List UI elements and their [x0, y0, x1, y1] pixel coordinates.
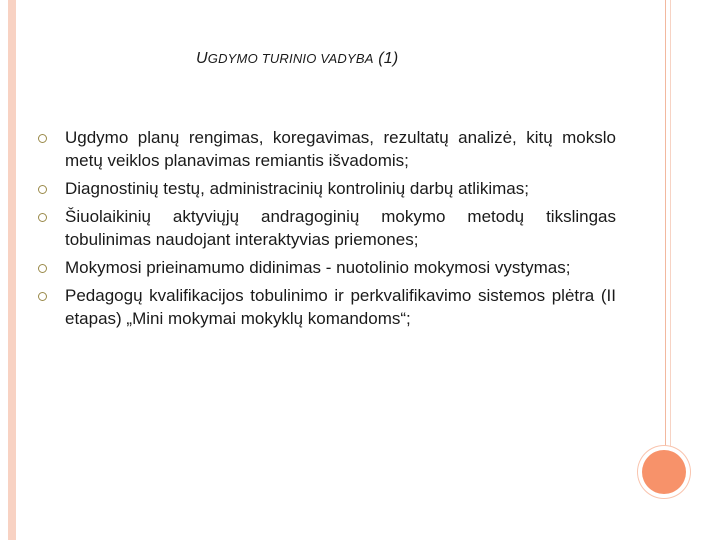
hollow-circle-bullet-icon: [38, 185, 47, 194]
list-item: [38, 126, 616, 172]
title-suffix: (1): [378, 50, 399, 67]
right-border-line: [665, 0, 666, 450]
slide-title: [196, 50, 398, 68]
title-first-letter: U: [196, 50, 208, 67]
title-rest: GDYMO TURINIO VADYBA: [207, 51, 374, 66]
hollow-circle-bullet-icon: [38, 213, 47, 222]
list-item-text: Šiuolaikinių aktyviųjų andragoginių mokymo metodų tikslingas tobulinimas naudojant interaktyvias priemones;: [65, 207, 616, 249]
hollow-circle-bullet-icon: [38, 134, 47, 143]
list-item-text: Diagnostinių testų, administracinių kontrolinių darbų atlikimas;: [65, 179, 529, 198]
list-item-text: Ugdymo planų rengimas, koregavimas, rezultatų analizė, kitų mokslo metų veiklos planavimas remiantis išvadomis;: [65, 128, 616, 170]
right-border-line-inner: [670, 0, 671, 450]
list-item: [38, 205, 616, 251]
hollow-circle-bullet-icon: [38, 264, 47, 273]
list-item: [38, 256, 616, 279]
list-item: [38, 177, 616, 200]
bullet-list: [38, 126, 616, 335]
list-item: [38, 284, 616, 330]
list-item-text: Mokymosi prieinamumo didinimas - nuotolinio mokymosi vystymas;: [65, 258, 571, 277]
list-item-text: Pedagogų kvalifikacijos tobulinimo ir perkvalifikavimo sistemos plėtra (II etapas) „Mini mokymai mokyklų komandoms“;: [65, 286, 616, 328]
hollow-circle-bullet-icon: [38, 292, 47, 301]
left-border-decoration: [8, 0, 16, 540]
orange-circle-decoration: [642, 450, 686, 494]
